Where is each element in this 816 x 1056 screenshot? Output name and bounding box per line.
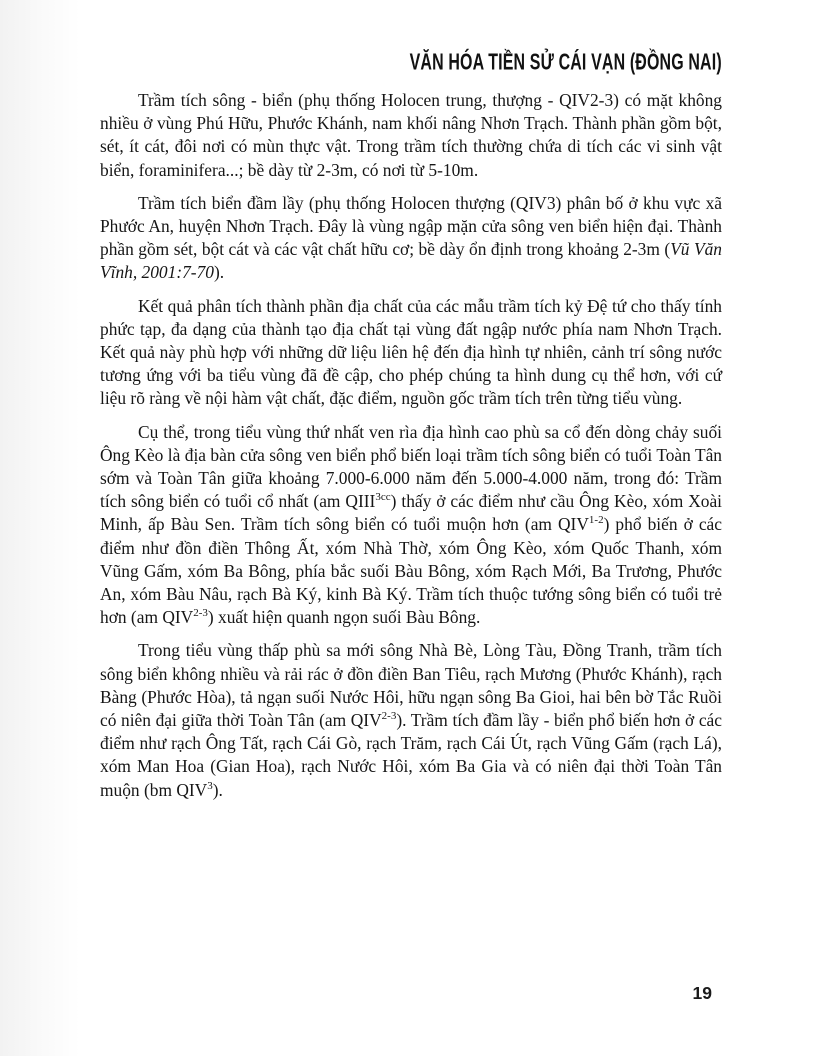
paragraph-text: ). [214,262,225,283]
paragraph [100,421,722,630]
paragraph-text: Kết quả phân tích thành phần địa chất của các mẫu trầm tích kỷ Đệ tứ cho thấy tính phức tạp, đa dạng của thành tạo địa chất tại vùng đất ngập nước phía nam Nhơn Trạch. Kết quả này phù hợp với những dữ liệu liên hệ đến địa hình tự nhiên, cảnh trí sông nước tương ứng với ba tiểu vùng đã đề cập, cho phép chúng ta hình dung cụ thể hơn, với cứ liệu rõ ràng về nội hàm vật chất, đặc điểm, nguồn gốc trầm tích trên từng tiểu vùng. [100,295,722,409]
paragraph-text: Trầm tích biển đầm lầy (phụ thống Holocen thượng (QIV3) phân bố ở khu vực xã Phước An, huyện Nhơn Trạch. Đây là vùng ngập mặn cửa sông ven biển hiện đại. Thành phần gồm sét, bột cát và các vật chất hữu cơ; bề dày ổn định trong khoảng 2-3m ( [100,192,722,260]
superscript-text: 1-2 [588,514,604,527]
superscript-text: 2-3 [381,710,397,723]
superscript-text: 3cc [375,491,391,504]
running-header [100,51,722,75]
paragraph [100,639,722,801]
paragraph-text: ) phổ biến ở các điểm như đồn điền Thông Ất, xóm Nhà Thờ, xóm Ông Kèo, xóm Quốc Thanh, xóm Vũng Gấm, xóm Ba Bông, phía bắc suối Bàu Bông, xóm Rạch Mới, Ba Trương, Phước An, xóm Bàu Nâu, rạch Bà Ký, kinh Bà Ký. Trầm tích thuộc tướng sông biển có tuổi trẻ hơn (am QIV [100,514,722,628]
paragraph-text: ) thấy ở các điểm như cầu Ông Kèo, xóm Xoài Minh, ấp Bàu Sen. Trầm tích sông biển có tuổi muộn hơn (am QIV [100,491,722,535]
paragraph-text: Cụ thể, trong tiểu vùng thứ nhất ven rìa địa hình cao phù sa cổ đến dòng chảy suối Ông Kèo là địa bàn cửa sông ven biển phổ biến loại trầm tích sông biển có tuổi Toàn Tân sớm và Toàn Tân giữa khoảng 7.000-6.000 năm đến 5.000-4.000 năm, trong đó: Trầm tích sông biển có tuổi cổ nhất (am QIII [100,421,722,512]
paragraph-text: ). Trầm tích đầm lầy - biển phổ biến hơn ở các điểm như rạch Ông Tất, rạch Cái Gò, rạch Trăm, rạch Cái Út, rạch Vũng Gấm (rạch Lá), xóm Man Hoa (Gian Hoa), rạch Nước Hôi, xóm Ba Gia và có niên đại thời Toàn Tân muộn (bm QIV [100,710,722,800]
superscript-text: 2-3 [193,607,208,620]
paragraph-text: ). [212,779,223,800]
page-number: 19 [692,983,712,1003]
body-text [100,89,722,812]
citation-italic: Vũ Văn Vĩnh, 2001:7-70 [100,239,723,283]
paragraph [100,89,722,182]
superscript-text: 3 [207,779,213,792]
paragraph-text: ) xuất hiện quanh ngọn suối Bàu Bông. [207,607,481,628]
paragraph-text: Trầm tích sông - biển (phụ thống Holocen trung, thượng - QIV2-3) có mặt không nhiều ở vùng Phú Hữu, Phước Khánh, nam khối nâng Nhơn Trạch. Thành phần gồm bột, sét, ít cát, đôi nơi có mùn thực vật. Trong trầm tích thường chứa di tích các vi sinh vật biển, foraminifera...; bề dày từ 2-3m, có nơi từ 5-10m. [100,90,722,180]
paragraph [100,295,722,411]
paragraph-text: Trong tiểu vùng thấp phù sa mới sông Nhà Bè, Lòng Tàu, Đồng Tranh, trầm tích sông biển không nhiều và rải rác ở đồn điền Ban Tiêu, rạch Mương (Phước Khánh), rạch Bàng (Phước Hòa), tả ngạn suối Nước Hôi, hữu ngạn sông Ba Gioi, hai bên bờ Tắc Ruồi có niên đại giữa thời Toàn Tân (am QIV [100,640,722,731]
paragraph [100,192,722,285]
running-header-text: VĂN HÓA TIỀN SỬ CÁI VẠN (ĐỒNG NAI) [409,49,722,76]
